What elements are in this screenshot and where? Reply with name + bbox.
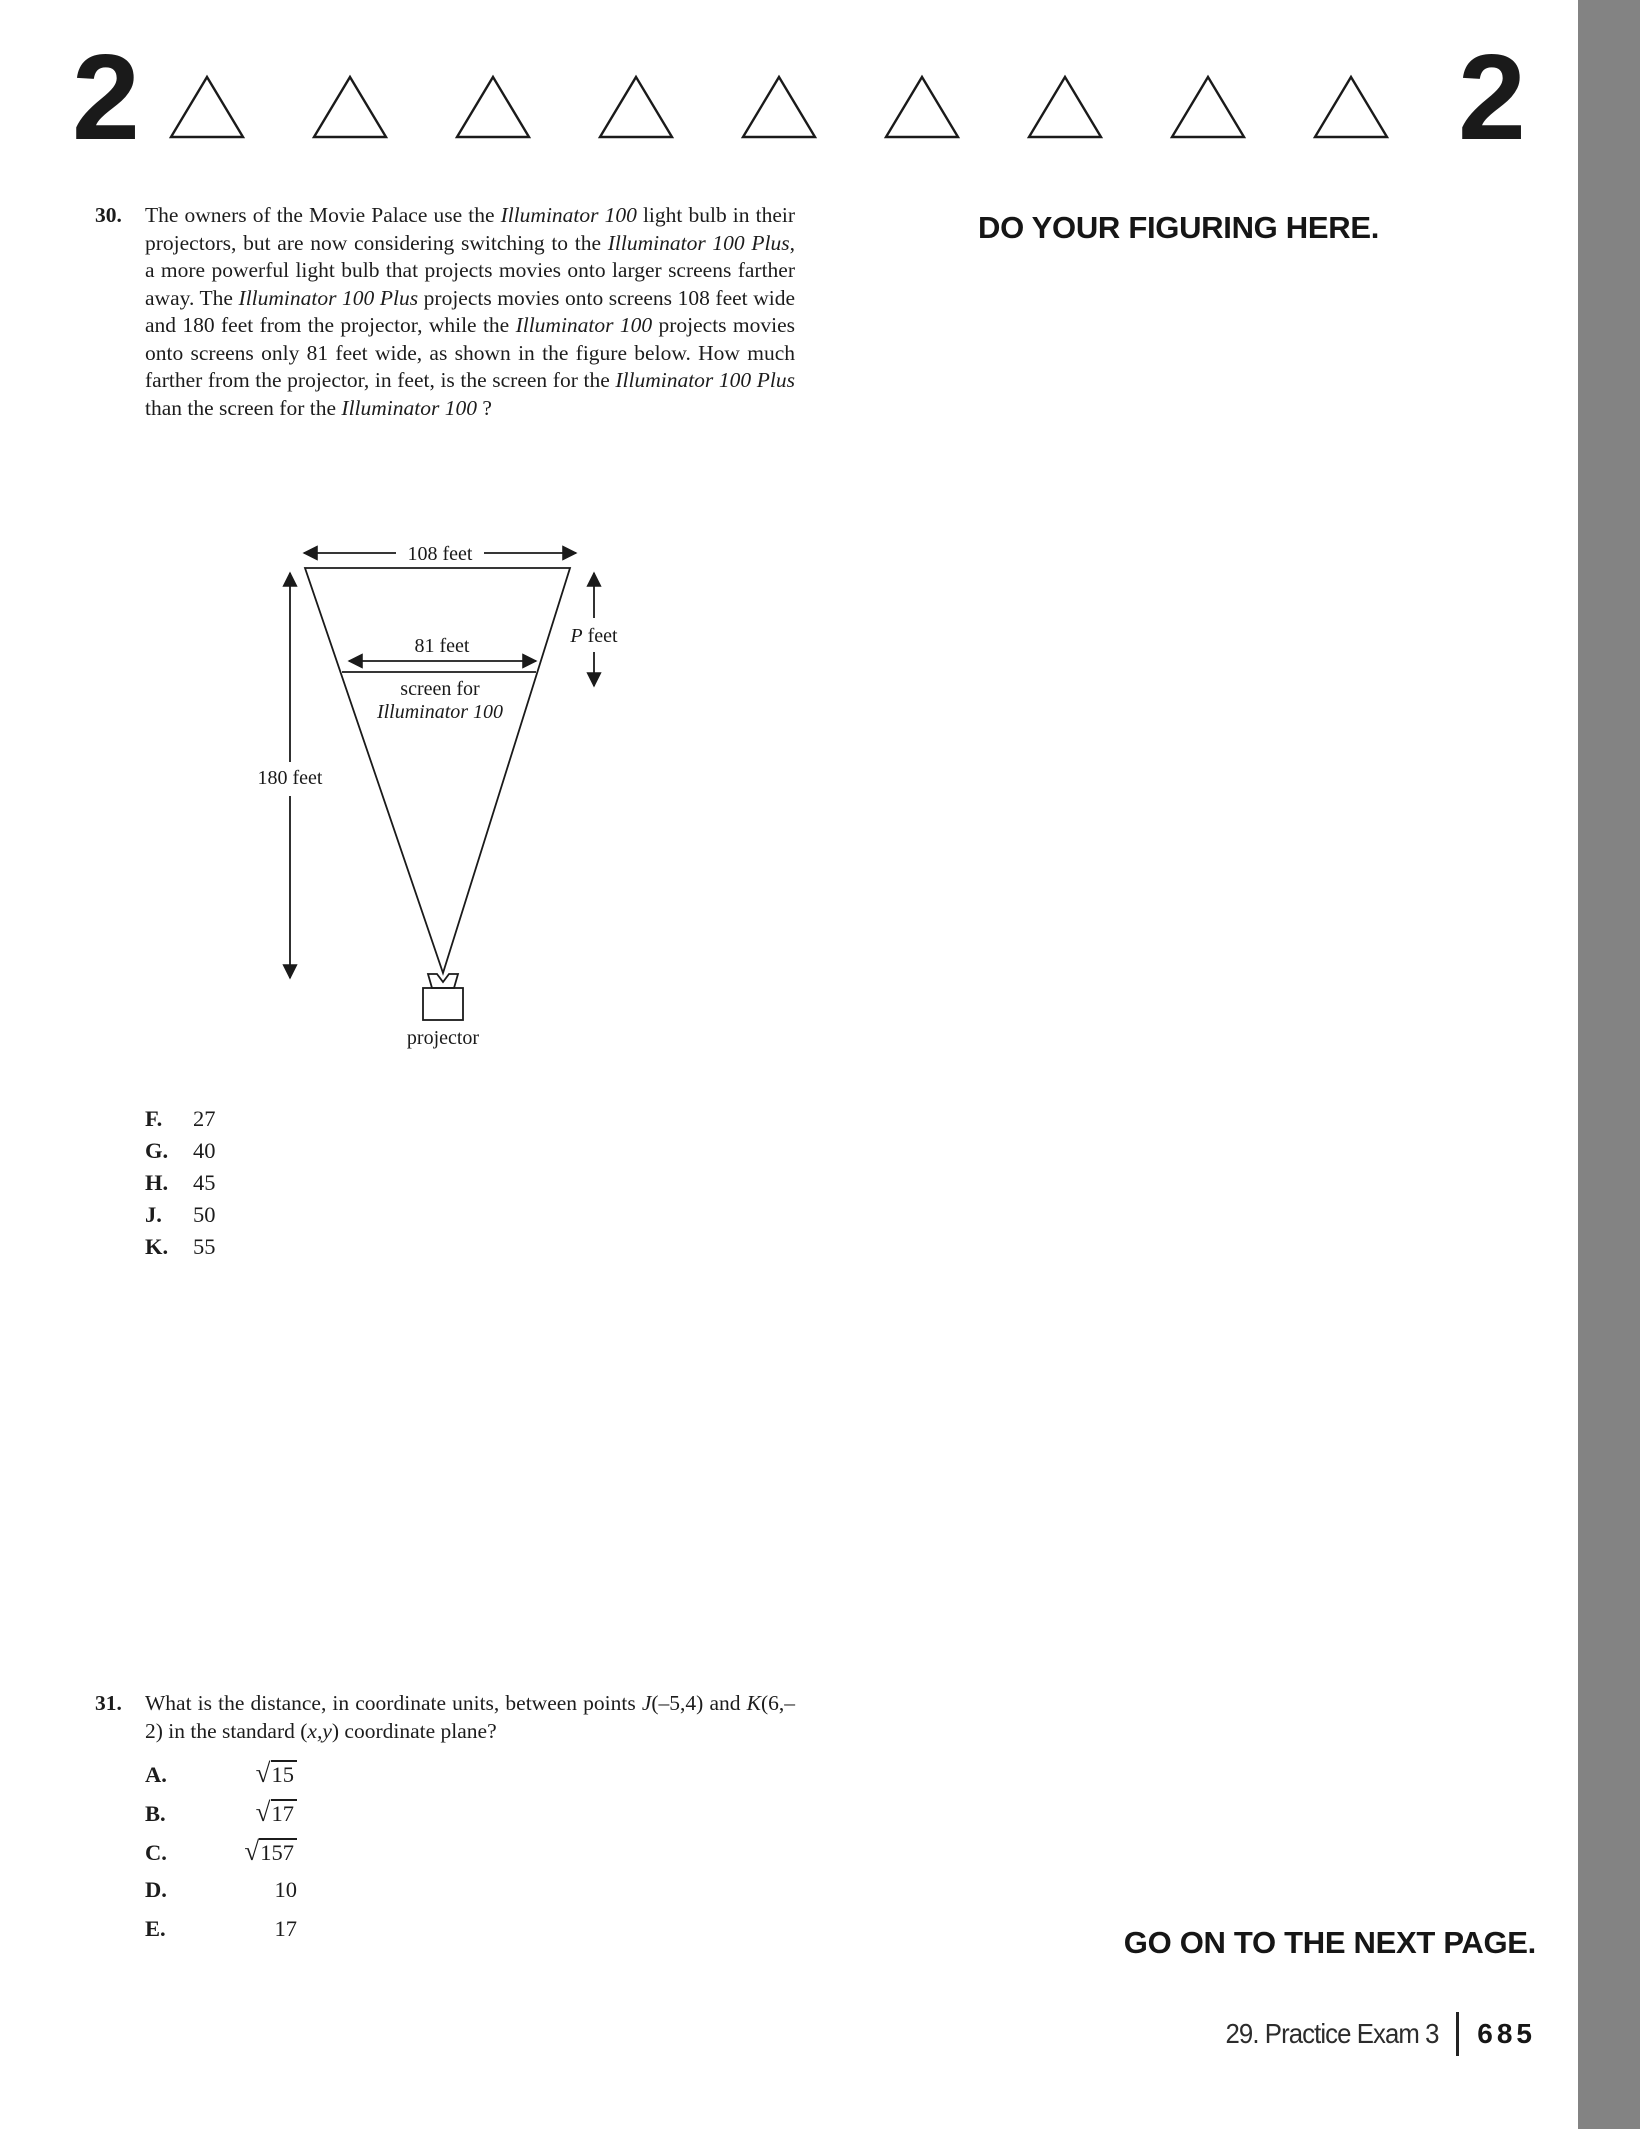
footer-chapter-label: 29. Practice Exam 3 (1225, 2018, 1439, 2049)
choice-value: 55 (193, 1234, 216, 1259)
screen-caption-model: Illuminator 100 (376, 701, 504, 723)
choice-row (145, 1170, 253, 1202)
page-footer (1207, 2012, 1536, 2056)
go-on-text: GO ON TO THE NEXT PAGE. (1123, 1925, 1536, 1960)
section-number-left: 2 (72, 29, 136, 165)
projector-label: projector (406, 1027, 480, 1049)
choice-value: 40 (193, 1138, 216, 1163)
choice-row (145, 1138, 253, 1170)
triangle-icon (311, 74, 389, 140)
choice-letter: E. (145, 1916, 166, 1941)
figuring-header: DO YOUR FIGURING HERE. (978, 210, 1380, 245)
projection-figure (170, 530, 670, 1088)
choice-row (145, 1202, 253, 1234)
radical-sign: √ (244, 1836, 260, 1866)
choice-row (145, 1838, 297, 1877)
triangle-icon (1169, 74, 1247, 140)
choice-row (145, 1799, 297, 1838)
projector-body (423, 988, 463, 1020)
question-number: 30. (95, 203, 122, 227)
choice-letter: D. (145, 1877, 167, 1902)
triangle-icon (1026, 74, 1104, 140)
dim-label-p-feet: P feet (570, 625, 618, 647)
choice-value: 10 (274, 1877, 297, 1902)
choice-letter: G. (145, 1138, 169, 1163)
section-number-right: 2 (1458, 29, 1522, 165)
choice-letter: H. (145, 1170, 169, 1195)
choice-row (145, 1106, 253, 1138)
question-30 (95, 202, 795, 422)
radical-sign: √ (255, 1797, 271, 1827)
choice-value: 50 (193, 1202, 216, 1227)
choice-row (145, 1877, 297, 1916)
q30-choices (145, 1106, 253, 1266)
footer-divider (1456, 2012, 1459, 2056)
page-edge-tab (1578, 0, 1640, 2129)
choice-letter: B. (145, 1801, 166, 1826)
triangle-icon (1312, 74, 1390, 140)
screen-caption: screen for (400, 678, 480, 700)
dim-label-81ft: 81 feet (414, 635, 470, 657)
choice-value: 17 (274, 1916, 297, 1941)
projector-icon (428, 974, 458, 988)
triangle-icon (168, 74, 246, 140)
choice-letter: F. (145, 1106, 163, 1131)
question-number: 31. (95, 1691, 122, 1715)
choice-letter: C. (145, 1840, 167, 1865)
choice-row (145, 1760, 297, 1799)
triangle-icon (740, 74, 818, 140)
triangle-icon (883, 74, 961, 140)
radical-sign: √ (255, 1758, 271, 1788)
choice-value: √17 (193, 1799, 297, 1827)
choice-letter: J. (145, 1202, 162, 1227)
triangle-icon (597, 74, 675, 140)
question-text: The owners of the Movie Palace use the Illuminator 100 light bulb in their projectors, but are now considering switching to the Illuminator 100 Plus, a more powerful light bulb that projects movies onto larger screens farther away. The Illuminator 100 Plus projects movies onto screens 108 feet wide and 180 feet from the projector, while the Illuminator 100 projects movies onto screens only 81 feet wide, as shown in the figure below. How much farther from the projector, in feet, is the screen for the Illuminator 100 Plus than the screen for the Illuminator 100 ? (145, 203, 796, 420)
choice-value: √15 (193, 1760, 297, 1788)
header-triangle-band (168, 74, 1390, 140)
choice-letter: K. (145, 1234, 169, 1259)
footer-page-number: 685 (1477, 2018, 1536, 2049)
q31-choices (145, 1760, 297, 1955)
choice-value: √157 (193, 1838, 297, 1866)
choice-row (145, 1916, 297, 1955)
choice-letter: A. (145, 1762, 167, 1787)
dim-label-180ft: 180 feet (257, 767, 323, 789)
question-31 (95, 1690, 795, 1745)
projection-triangle (305, 568, 570, 973)
choice-value: 45 (193, 1170, 216, 1195)
choice-row (145, 1234, 253, 1266)
triangle-icon (454, 74, 532, 140)
question-text: What is the distance, in coordinate units, between points J(–5,4) and K(6,–2) in the standard (x,y) coordinate plane? (145, 1691, 795, 1743)
dim-label-108ft: 108 feet (407, 543, 473, 565)
choice-value: 27 (193, 1106, 216, 1131)
